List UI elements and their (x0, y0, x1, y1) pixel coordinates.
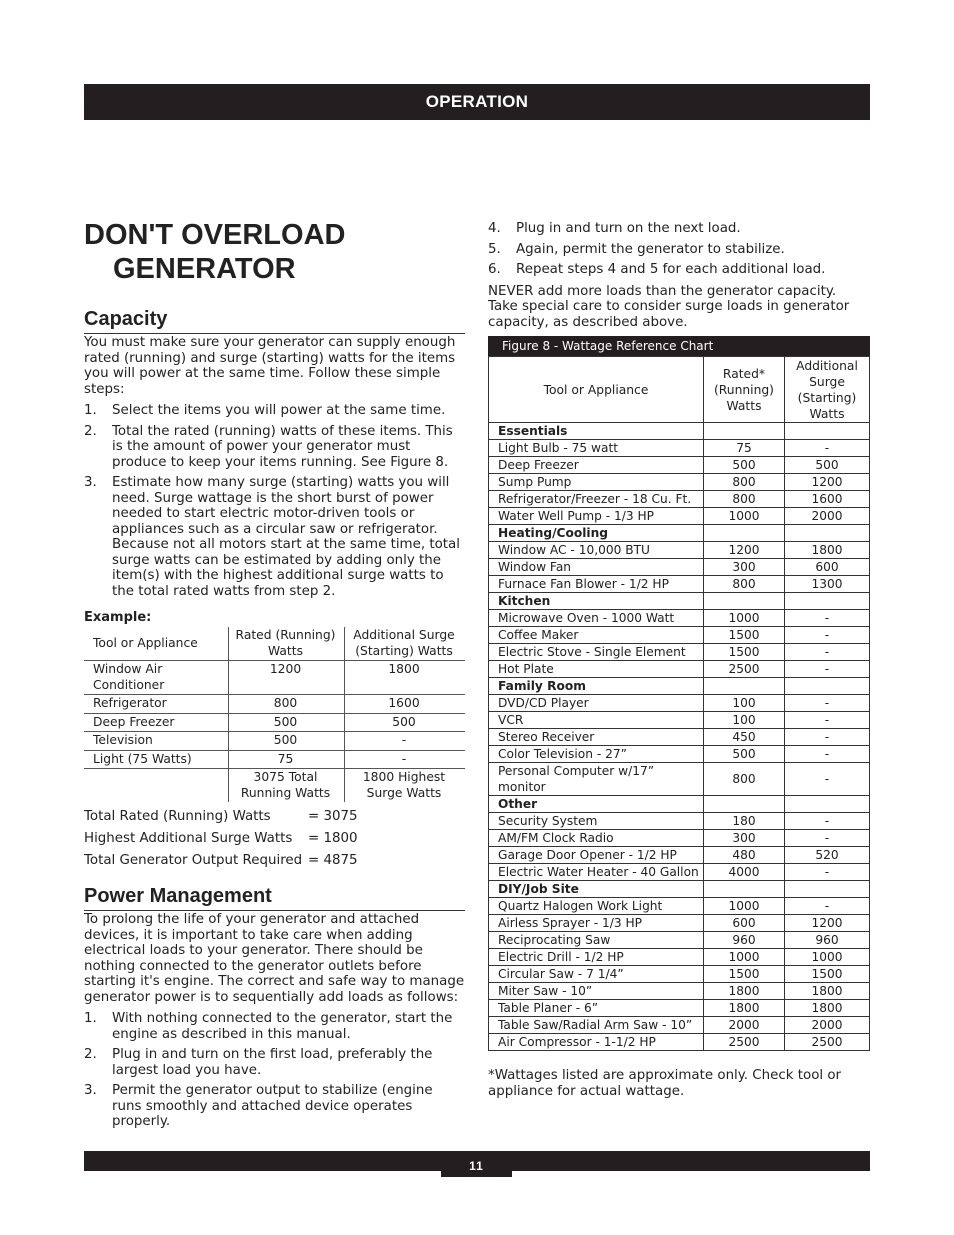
chart-cell-surge: 1800 (785, 542, 870, 559)
chart-cell-surge: 1600 (785, 491, 870, 508)
chart-cell-name: Electric Stove - Single Element (489, 644, 704, 661)
chart-category: Essentials (489, 423, 704, 440)
chart-cell-rated: 450 (704, 729, 785, 746)
example-cell (84, 769, 229, 803)
step-item (488, 242, 870, 258)
chart-cell-name: Coffee Maker (489, 627, 704, 644)
chart-header-cell: Rated* (Running) Watts (704, 357, 785, 423)
chart-row (489, 610, 870, 627)
capacity-intro: You must make sure your generator can supply enough rated (running) and surge (starting) watts for the items you will power at the same time. Follow these simple steps: (84, 335, 456, 397)
chart-cell-name: Light Bulb - 75 watt (489, 440, 704, 457)
chart-cell-name: Security System (489, 813, 704, 830)
chart-category-row (489, 796, 870, 813)
chart-cell-name: Table Saw/Radial Arm Saw - 10” (489, 1017, 704, 1034)
chart-cell-rated: 300 (704, 830, 785, 847)
chart-cell-surge: - (785, 695, 870, 712)
chart-row (489, 932, 870, 949)
example-cell: Light (75 Watts) (84, 750, 229, 769)
chart-category-row (489, 881, 870, 898)
chart-empty-cell (704, 796, 785, 813)
chart-cell-surge: 1300 (785, 576, 870, 593)
chart-cell-surge: - (785, 644, 870, 661)
example-cell: - (345, 732, 466, 751)
chart-cell-rated: 500 (704, 457, 785, 474)
step-text: With nothing connected to the generator, start the engine as described in this manual. (112, 1011, 453, 1042)
chart-row (489, 746, 870, 763)
chart-row (489, 864, 870, 881)
chart-cell-name: Electric Drill - 1/2 HP (489, 949, 704, 966)
total-row (84, 806, 465, 828)
chart-cell-rated: 1800 (704, 1000, 785, 1017)
chart-cell-surge: 1500 (785, 966, 870, 983)
example-row (84, 661, 465, 695)
total-value: = 1800 (308, 831, 358, 846)
chart-category: Other (489, 796, 704, 813)
step-number: 3. (84, 475, 97, 490)
chart-row (489, 813, 870, 830)
step-item (488, 262, 870, 278)
step-item (84, 1047, 465, 1078)
step-item (84, 1083, 465, 1130)
chart-empty-cell (785, 881, 870, 898)
example-cell: Tool or Appliance (84, 627, 229, 661)
chart-cell-rated: 1000 (704, 508, 785, 525)
step-number: 3. (84, 1083, 97, 1098)
chart-header-cell: Additional Surge (Starting) Watts (785, 357, 870, 423)
step-text: Plug in and turn on the next load. (516, 221, 741, 236)
chart-cell-rated: 500 (704, 746, 785, 763)
chart-cell-rated: 1000 (704, 949, 785, 966)
chart-cell-surge: 2500 (785, 1034, 870, 1051)
step-number: 1. (84, 403, 97, 418)
example-header-row (84, 627, 465, 661)
section-header-title: OPERATION (425, 92, 529, 111)
chart-cell-name: Deep Freezer (489, 457, 704, 474)
chart-cell-name: Water Well Pump - 1/3 HP (489, 508, 704, 525)
power-management-heading: Power Management (84, 885, 465, 911)
chart-cell-name: Furnace Fan Blower - 1/2 HP (489, 576, 704, 593)
chart-cell-surge: - (785, 898, 870, 915)
total-label: Highest Additional Surge Watts (84, 831, 293, 846)
step-number: 6. (488, 262, 501, 277)
chart-cell-name: Miter Saw - 10” (489, 983, 704, 1000)
chart-cell-rated: 2000 (704, 1017, 785, 1034)
chart-cell-rated: 2500 (704, 661, 785, 678)
example-cell: Deep Freezer (84, 713, 229, 732)
chart-row (489, 542, 870, 559)
step-text: Repeat steps 4 and 5 for each additional load. (516, 262, 826, 277)
chart-row (489, 440, 870, 457)
total-value: = 3075 (308, 809, 358, 824)
chart-cell-rated: 800 (704, 474, 785, 491)
chart-empty-cell (785, 593, 870, 610)
chart-row (489, 847, 870, 864)
chart-cell-surge: - (785, 627, 870, 644)
chart-row (489, 1000, 870, 1017)
chart-empty-cell (785, 796, 870, 813)
chart-cell-surge: - (785, 864, 870, 881)
chart-cell-rated: 1200 (704, 542, 785, 559)
chart-empty-cell (785, 678, 870, 695)
chart-cell-rated: 300 (704, 559, 785, 576)
step-number: 2. (84, 423, 97, 439)
page-title-line2: GENERATOR (113, 253, 296, 285)
chart-cell-surge: - (785, 440, 870, 457)
chart-cell-name: Garage Door Opener - 1/2 HP (489, 847, 704, 864)
chart-row (489, 966, 870, 983)
chart-row (489, 508, 870, 525)
chart-category: Family Room (489, 678, 704, 695)
chart-cell-rated: 1000 (704, 898, 785, 915)
page-title-line1: DON'T OVERLOAD (84, 219, 346, 251)
chart-cell-name: Microwave Oven - 1000 Watt (489, 610, 704, 627)
chart-category-row (489, 525, 870, 542)
chart-cell-surge: - (785, 712, 870, 729)
power-intro: To prolong the life of your generator and attached devices, it is important to take care when adding electrical loads to your generator. There should be nothing connected to the generator outlets before starting it's engine. The correct and safe way to manage generator power is to sequentially add loads as follows: (84, 912, 465, 1005)
chart-cell-surge: 500 (785, 457, 870, 474)
power-steps-continued (488, 221, 870, 278)
example-row (84, 695, 465, 714)
chart-row (489, 712, 870, 729)
chart-cell-rated: 1000 (704, 610, 785, 627)
chart-cell-name: DVD/CD Player (489, 695, 704, 712)
chart-row (489, 559, 870, 576)
step-number: 5. (488, 241, 501, 257)
chart-cell-name: Electric Water Heater - 40 Gallon (489, 864, 704, 881)
chart-header-cell: Tool or Appliance (489, 357, 704, 423)
step-text: Permit the generator output to stabilize (engine runs smoothly and attached device operates properly. (112, 1083, 433, 1129)
chart-cell-surge: 2000 (785, 1017, 870, 1034)
example-cell: 500 (229, 713, 345, 732)
wattage-reference-table (488, 356, 870, 1051)
total-row (84, 828, 465, 850)
example-cell: Window Air Conditioner (84, 661, 229, 695)
chart-cell-surge: 1200 (785, 915, 870, 932)
chart-cell-surge: 2000 (785, 508, 870, 525)
example-cell: 1800 (345, 661, 466, 695)
example-row (84, 750, 465, 769)
chart-cell-name: Stereo Receiver (489, 729, 704, 746)
chart-cell-name: Reciprocating Saw (489, 932, 704, 949)
page-title (84, 218, 465, 286)
example-cell: 800 (229, 695, 345, 714)
chart-empty-cell (704, 678, 785, 695)
chart-cell-surge: 1000 (785, 949, 870, 966)
chart-cell-rated: 75 (704, 440, 785, 457)
chart-cell-surge: - (785, 830, 870, 847)
chart-category-row (489, 678, 870, 695)
chart-empty-cell (704, 593, 785, 610)
chart-cell-rated: 800 (704, 763, 785, 796)
chart-cell-name: Circular Saw - 7 1/4” (489, 966, 704, 983)
example-cell: Additional Surge (Starting) Watts (345, 627, 466, 661)
chart-row (489, 627, 870, 644)
chart-row (489, 661, 870, 678)
chart-cell-name: VCR (489, 712, 704, 729)
chart-cell-surge: - (785, 746, 870, 763)
chart-cell-rated: 480 (704, 847, 785, 864)
chart-row (489, 729, 870, 746)
chart-cell-rated: 800 (704, 576, 785, 593)
chart-category-row (489, 423, 870, 440)
example-label: Example: (84, 610, 152, 625)
chart-category: Kitchen (489, 593, 704, 610)
chart-empty-cell (704, 423, 785, 440)
chart-row (489, 457, 870, 474)
chart-cell-name: Air Compressor - 1-1/2 HP (489, 1034, 704, 1051)
example-total-row (84, 769, 465, 803)
chart-row (489, 491, 870, 508)
chart-cell-rated: 100 (704, 712, 785, 729)
chart-category: Heating/Cooling (489, 525, 704, 542)
step-item (84, 475, 465, 599)
chart-cell-rated: 960 (704, 932, 785, 949)
step-text: Again, permit the generator to stabilize. (516, 241, 785, 257)
chart-cell-rated: 800 (704, 491, 785, 508)
chart-cell-surge: - (785, 729, 870, 746)
step-item (84, 1011, 465, 1042)
chart-cell-surge: 1800 (785, 1000, 870, 1017)
step-item (488, 221, 870, 237)
total-label: Total Rated (Running) Watts (84, 809, 271, 824)
total-row (84, 850, 465, 872)
chart-cell-rated: 1500 (704, 644, 785, 661)
chart-row (489, 830, 870, 847)
chart-cell-surge: - (785, 763, 870, 796)
right-column (488, 221, 870, 1112)
step-item (84, 424, 465, 471)
chart-cell-surge: 960 (785, 932, 870, 949)
example-cell: Television (84, 732, 229, 751)
chart-header-row (489, 357, 870, 423)
example-row (84, 713, 465, 732)
chart-cell-name: Airless Sprayer - 1/3 HP (489, 915, 704, 932)
chart-cell-surge: 1800 (785, 983, 870, 1000)
chart-cell-name: Window Fan (489, 559, 704, 576)
example-table (84, 627, 465, 802)
chart-cell-name: AM/FM Clock Radio (489, 830, 704, 847)
example-cell: Refrigerator (84, 695, 229, 714)
left-column (84, 218, 465, 1130)
example-cell: 500 (229, 732, 345, 751)
page-number: 11 (441, 1151, 512, 1177)
chart-cell-name: Personal Computer w/17” monitor (489, 763, 704, 796)
chart-cell-name: Quartz Halogen Work Light (489, 898, 704, 915)
example-cell: 75 (229, 750, 345, 769)
chart-empty-cell (704, 881, 785, 898)
section-header (84, 84, 870, 120)
example-cell: 1600 (345, 695, 466, 714)
chart-cell-surge: 1200 (785, 474, 870, 491)
chart-category-row (489, 593, 870, 610)
chart-category: DIY/Job Site (489, 881, 704, 898)
step-number: 4. (488, 221, 501, 236)
chart-row (489, 983, 870, 1000)
example-cell: 1800 Highest Surge Watts (345, 769, 466, 803)
chart-row (489, 898, 870, 915)
chart-cell-name: Hot Plate (489, 661, 704, 678)
chart-cell-name: Table Planer - 6” (489, 1000, 704, 1017)
chart-row (489, 949, 870, 966)
chart-cell-rated: 600 (704, 915, 785, 932)
example-cell: - (345, 750, 466, 769)
step-text: Plug in and turn on the first load, preferably the largest load you have. (112, 1047, 433, 1078)
chart-cell-rated: 1500 (704, 627, 785, 644)
chart-row (489, 763, 870, 796)
chart-cell-rated: 4000 (704, 864, 785, 881)
chart-cell-surge: - (785, 813, 870, 830)
example-cell: 3075 Total Running Watts (229, 769, 345, 803)
step-text: Select the items you will power at the same time. (112, 403, 446, 418)
chart-empty-cell (785, 525, 870, 542)
capacity-heading: Capacity (84, 308, 465, 334)
capacity-steps (84, 403, 465, 599)
example-cell: 500 (345, 713, 466, 732)
step-item (84, 403, 465, 419)
wattage-footnote: *Wattages listed are approximate only. Check tool or appliance for actual wattage. (488, 1068, 842, 1099)
chart-cell-surge: - (785, 661, 870, 678)
step-number: 1. (84, 1011, 97, 1026)
chart-cell-surge: 600 (785, 559, 870, 576)
step-text: Estimate how many surge (starting) watts you will need. Surge wattage is the short burst of power needed to start electric motor-driven tools or appliances such as a circular saw or refrigerator. Because not all motors start at the same time, total surge watts can be estimated by adding only the item(s) with the highest additional surge watts to the total rated watts from step 2. (112, 475, 460, 599)
chart-cell-surge: 520 (785, 847, 870, 864)
chart-cell-rated: 1500 (704, 966, 785, 983)
chart-row (489, 1034, 870, 1051)
chart-empty-cell (785, 423, 870, 440)
never-warning: NEVER add more loads than the generator capacity. Take special care to consider surge loads in generator capacity, as described above. (488, 283, 850, 330)
chart-row (489, 1017, 870, 1034)
chart-row (489, 644, 870, 661)
wattage-chart-title: Figure 8 - Wattage Reference Chart (488, 336, 870, 356)
chart-cell-surge: - (785, 610, 870, 627)
total-label: Total Generator Output Required (84, 853, 303, 868)
chart-cell-rated: 100 (704, 695, 785, 712)
total-value: = 4875 (308, 853, 358, 868)
chart-row (489, 474, 870, 491)
example-row (84, 732, 465, 751)
chart-cell-rated: 2500 (704, 1034, 785, 1051)
power-steps (84, 1011, 465, 1130)
step-number: 2. (84, 1047, 97, 1062)
chart-cell-rated: 180 (704, 813, 785, 830)
chart-cell-name: Color Television - 27” (489, 746, 704, 763)
chart-empty-cell (704, 525, 785, 542)
chart-cell-rated: 1800 (704, 983, 785, 1000)
chart-cell-name: Refrigerator/Freezer - 18 Cu. Ft. (489, 491, 704, 508)
chart-row (489, 915, 870, 932)
chart-cell-name: Window AC - 10,000 BTU (489, 542, 704, 559)
chart-cell-name: Sump Pump (489, 474, 704, 491)
totals-block (84, 806, 465, 872)
chart-row (489, 695, 870, 712)
chart-row (489, 576, 870, 593)
example-cell: 1200 (229, 661, 345, 695)
example-cell: Rated (Running) Watts (229, 627, 345, 661)
step-text: Total the rated (running) watts of these items. This is the amount of power your generator must produce to keep your items running. See Figure 8. (112, 423, 453, 470)
